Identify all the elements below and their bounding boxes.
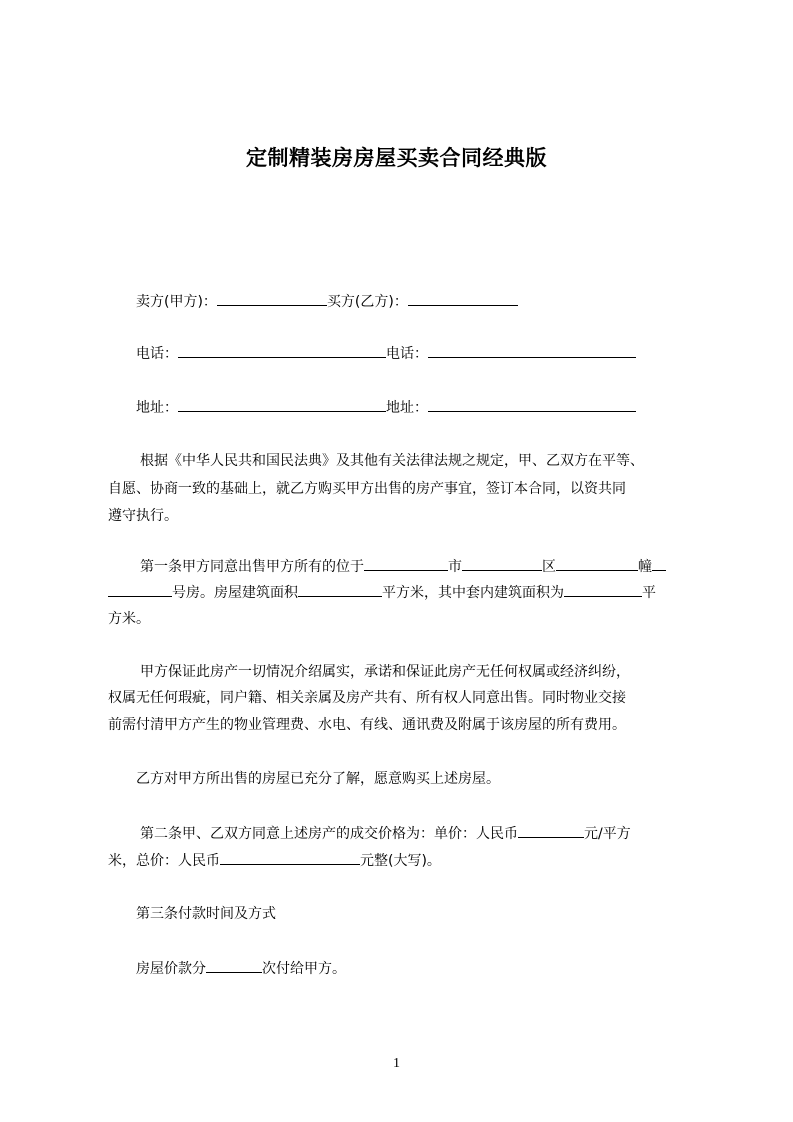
guarantee-line-3: 前需付清甲方产生的物业管理费、水电、有线、通讯费及附属于该房屋的所有费用。: [108, 717, 626, 733]
buyer-phone-blank[interactable]: [428, 343, 636, 358]
article2-line-1: [140, 823, 631, 844]
article1-area-label: 平方米，其中套内建筑面积为: [382, 585, 564, 601]
building-blank[interactable]: [652, 556, 666, 571]
seller-address-blank[interactable]: [178, 397, 386, 412]
buyer-acknowledgement: 乙方对甲方所出售的房屋已充分了解，愿意购买上述房屋。: [136, 771, 500, 787]
address-line: [136, 397, 636, 418]
unit-price-blank[interactable]: [518, 823, 584, 838]
article3-heading: 第三条付款时间及方式: [136, 906, 276, 922]
preamble-line-1: 根据《中华人民共和国民法典》及其他有关法律法规之规定，甲、乙双方在平等、: [140, 453, 644, 469]
buyer-label: 买方(乙方)：: [326, 294, 408, 310]
article2-text-a: 第二条甲、乙双方同意上述房产的成交价格为：单价：人民币: [140, 826, 518, 842]
preamble-line-3: 遵守执行。: [108, 508, 178, 524]
district-blank[interactable]: [556, 556, 638, 571]
installments-blank[interactable]: [206, 958, 262, 973]
seller-label: 卖方(甲方)：: [136, 294, 217, 310]
article2-total-suffix: 元整(大写)。: [360, 853, 441, 869]
room-blank[interactable]: [108, 582, 172, 597]
seller-address-label: 地址：: [136, 400, 178, 416]
guarantee-line-1: 甲方保证此房产一切情况介绍属实，承诺和保证此房产无任何权属或经济纠纷，: [140, 664, 630, 680]
buyer-address-blank[interactable]: [428, 397, 636, 412]
article2-total-label: 米，总价：人民币: [108, 853, 220, 869]
article1-building-label: 幢: [638, 559, 652, 575]
article1-text-a: 第一条甲方同意出售甲方所有的位于: [140, 559, 364, 575]
inner-area-blank[interactable]: [564, 582, 642, 597]
article1-district-label: 区: [542, 559, 556, 575]
city-blank[interactable]: [462, 556, 542, 571]
buyer-phone-label: 电话：: [386, 346, 428, 362]
preamble-line-2: 自愿、协商一致的基础上，就乙方购买甲方出售的房产事宜，签订本合同，以资共同: [108, 481, 626, 497]
article1-room-label: 号房。房屋建筑面积: [172, 585, 298, 601]
article1-unit-label: 平: [642, 585, 656, 601]
phone-line: [136, 343, 636, 364]
article3-text-a: 房屋价款分: [136, 961, 206, 977]
article2-unit-label: 元/平方: [584, 826, 631, 842]
seller-buyer-line: [136, 291, 518, 312]
article1-city-label: 市: [448, 559, 462, 575]
seller-phone-label: 电话：: [136, 346, 178, 362]
building-area-blank[interactable]: [298, 582, 382, 597]
article2-line-2: [108, 850, 441, 871]
article1-line-3: 方米。: [108, 611, 150, 627]
buyer-name-blank[interactable]: [408, 291, 518, 306]
location-blank[interactable]: [364, 556, 448, 571]
article3-line-1: [136, 958, 346, 979]
article1-line-2: [108, 582, 656, 603]
article1-line-1: [140, 556, 666, 577]
seller-phone-blank[interactable]: [178, 343, 386, 358]
buyer-address-label: 地址：: [386, 400, 428, 416]
seller-name-blank[interactable]: [217, 291, 327, 306]
guarantee-line-2: 权属无任何瑕疵，同户籍、相关亲属及房产共有、所有权人同意出售。同时物业交接: [108, 690, 626, 706]
page-number: 1: [393, 1056, 400, 1071]
article3-text-b: 次付给甲方。: [262, 961, 346, 977]
total-price-blank[interactable]: [220, 850, 360, 865]
document-title: 定制精装房房屋买卖合同经典版: [246, 146, 547, 170]
